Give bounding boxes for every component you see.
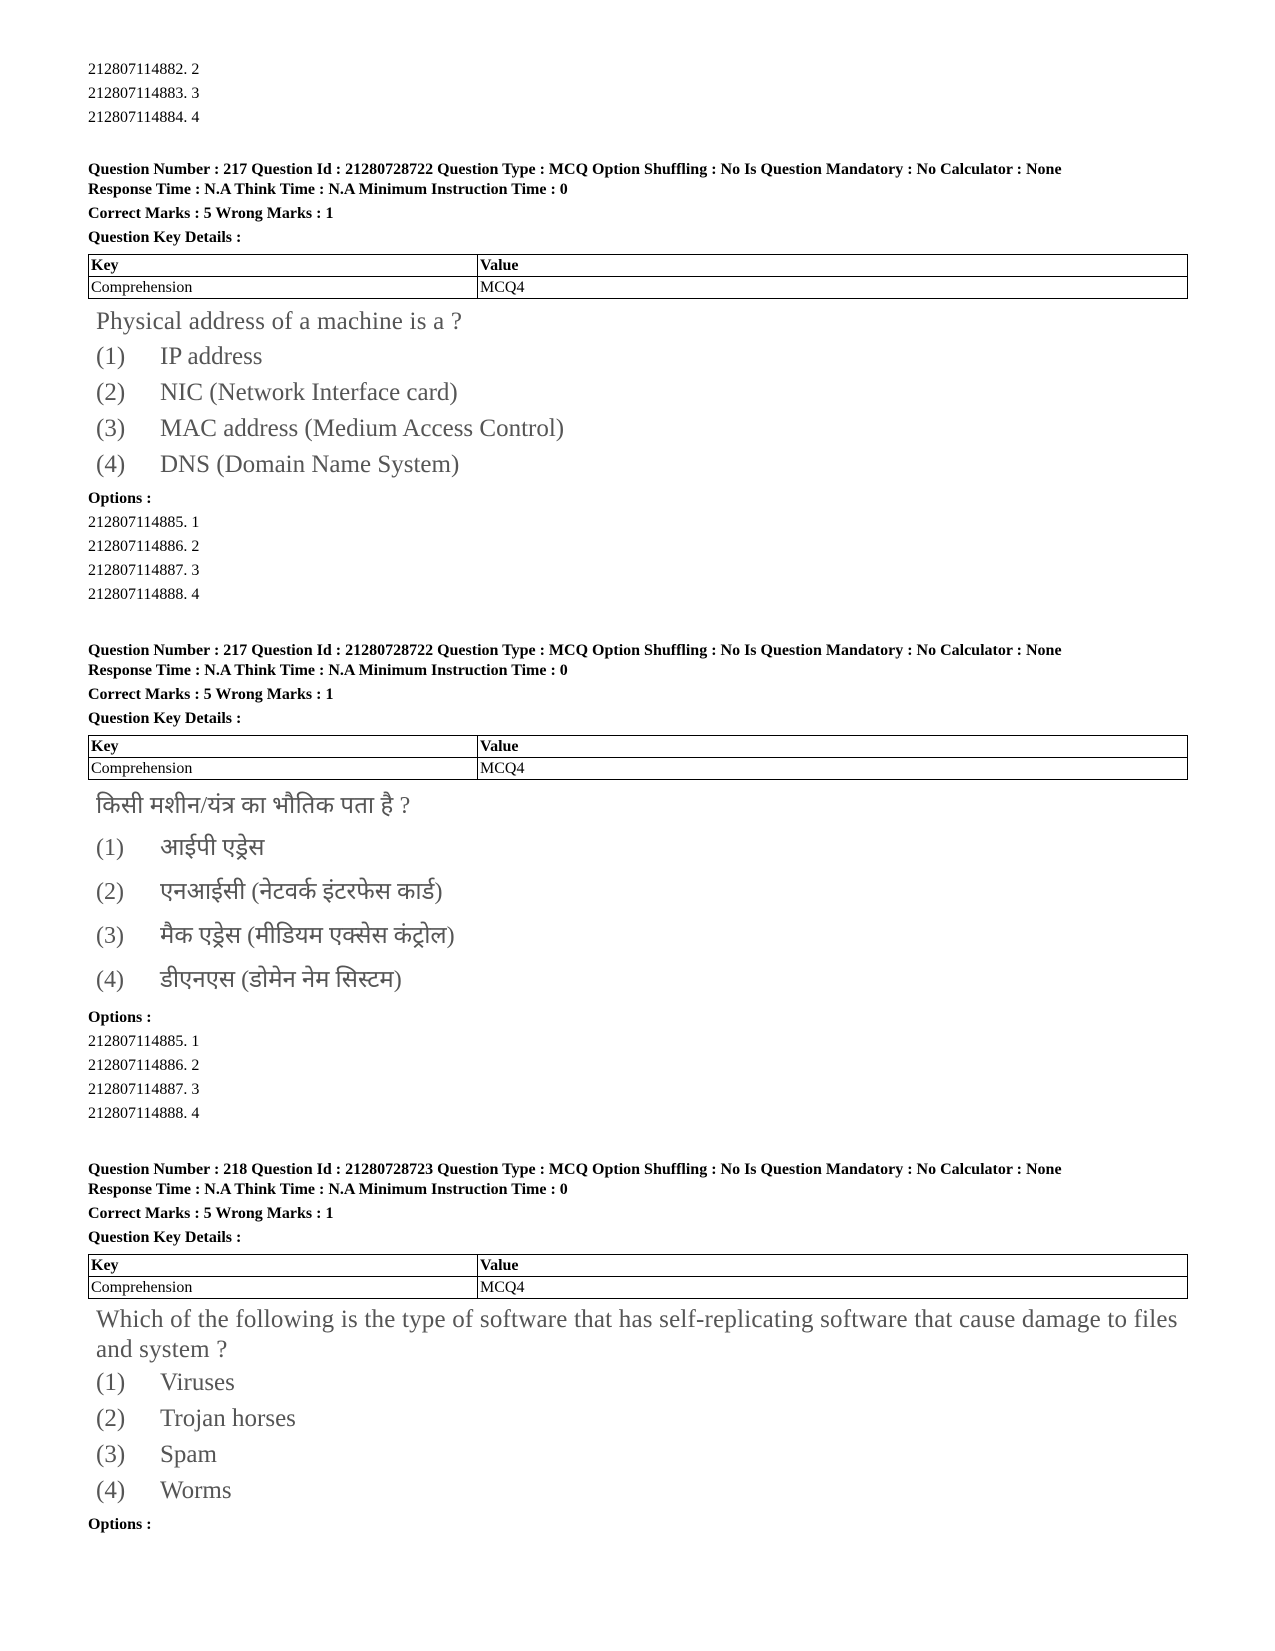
choice-number: (1) (96, 1369, 126, 1396)
choice-text: MAC address (Medium Access Control) (160, 415, 565, 442)
option-item: 212807114888. 4 (88, 1105, 200, 1122)
option-item: 212807114885. 1 (88, 514, 200, 531)
choice-number: (3) (96, 415, 126, 442)
answer-choice (96, 1437, 1188, 1473)
option-item: 212807114883. 3 (88, 85, 200, 102)
choice-text: Worms (160, 1477, 232, 1504)
question-stem: Which of the following is the type of software that has self-replicating software that cause damage to files and system ? (96, 1306, 1178, 1363)
options-label: Options : (88, 1516, 152, 1533)
answer-choice (96, 958, 1188, 1002)
value-cell: MCQ4 (478, 758, 1188, 780)
option-item: 212807114882. 2 (88, 61, 200, 78)
question-key-details-label: Question Key Details : (88, 710, 242, 727)
choice-text: डीएनएस (डोमेन नेम सिस्टम) (160, 967, 402, 993)
answer-choice (96, 1473, 1188, 1509)
key-header: Key (89, 255, 478, 277)
choice-number: (4) (96, 1477, 126, 1504)
answer-choice (96, 339, 1188, 375)
choice-text: एनआईसी (नेटवर्क इंटरफेस कार्ड) (160, 879, 443, 905)
answer-choice (96, 447, 1188, 483)
choice-text: Spam (160, 1441, 217, 1468)
value-cell: MCQ4 (478, 277, 1188, 299)
value-header: Value (478, 1255, 1188, 1277)
question-meta-line: Question Number : 217 Question Id : 21280728722 Question Type : MCQ Option Shuffling : No Is Question Mandatory : No Calculator : None (88, 161, 1062, 178)
previous-options-list (88, 58, 1188, 130)
choice-text: आईपी एड्रेस (160, 835, 265, 861)
option-item: 212807114888. 4 (88, 586, 200, 603)
question-block-217-hindi (88, 641, 1188, 1126)
question-key-table (88, 1254, 1188, 1299)
answer-choice (96, 1365, 1188, 1401)
question-key-details-label: Question Key Details : (88, 229, 242, 246)
choice-number: (3) (96, 923, 124, 949)
option-item: 212807114887. 3 (88, 562, 200, 579)
options-label: Options : (88, 1009, 152, 1026)
key-cell: Comprehension (89, 1277, 478, 1299)
value-header: Value (478, 255, 1188, 277)
question-block-217-english (88, 160, 1188, 607)
option-item: 212807114886. 2 (88, 1057, 200, 1074)
question-stem: Physical address of a machine is a ? (96, 308, 463, 335)
answer-choice (96, 826, 1188, 870)
question-timing-line: Response Time : N.A Think Time : N.A Minimum Instruction Time : 0 (88, 662, 568, 679)
question-meta-line: Question Number : 218 Question Id : 21280728723 Question Type : MCQ Option Shuffling : No Is Question Mandatory : No Calculator : None (88, 1161, 1062, 1178)
choice-text: Trojan horses (160, 1405, 296, 1432)
options-label: Options : (88, 490, 152, 507)
choice-number: (1) (96, 343, 126, 370)
choice-number: (2) (96, 1405, 126, 1432)
key-header: Key (89, 736, 478, 758)
key-cell: Comprehension (89, 758, 478, 780)
choice-text: मैक एड्रेस (मीडियम एक्सेस कंट्रोल) (160, 923, 455, 949)
choice-text: NIC (Network Interface card) (160, 379, 458, 406)
key-cell: Comprehension (89, 277, 478, 299)
option-item: 212807114887. 3 (88, 1081, 200, 1098)
question-block-218-english (88, 1160, 1188, 1537)
question-marks: Correct Marks : 5 Wrong Marks : 1 (88, 1205, 334, 1222)
question-timing-line: Response Time : N.A Think Time : N.A Minimum Instruction Time : 0 (88, 1181, 568, 1198)
question-key-table (88, 735, 1188, 780)
question-marks: Correct Marks : 5 Wrong Marks : 1 (88, 205, 334, 222)
choice-text: DNS (Domain Name System) (160, 451, 460, 478)
choice-number: (4) (96, 451, 126, 478)
choice-number: (2) (96, 879, 124, 905)
question-meta-line: Question Number : 217 Question Id : 21280728722 Question Type : MCQ Option Shuffling : No Is Question Mandatory : No Calculator : None (88, 642, 1062, 659)
choice-text: IP address (160, 343, 263, 370)
question-key-table (88, 254, 1188, 299)
option-item: 212807114885. 1 (88, 1033, 200, 1050)
question-image (96, 305, 1188, 483)
answer-choice (96, 375, 1188, 411)
choice-number: (4) (96, 967, 124, 993)
value-header: Value (478, 736, 1188, 758)
answer-choice (96, 914, 1188, 958)
choice-number: (2) (96, 379, 126, 406)
answer-choice (96, 1401, 1188, 1437)
choice-number: (3) (96, 1441, 126, 1468)
key-header: Key (89, 1255, 478, 1277)
option-item: 212807114884. 4 (88, 109, 200, 126)
question-image (96, 1305, 1188, 1509)
question-image (96, 786, 1188, 1002)
choice-number: (1) (96, 835, 124, 861)
value-cell: MCQ4 (478, 1277, 1188, 1299)
question-stem: किसी मशीन/यंत्र का भौतिक पता है ? (96, 793, 411, 819)
option-item: 212807114886. 2 (88, 538, 200, 555)
document-page (88, 58, 1188, 1537)
question-key-details-label: Question Key Details : (88, 1229, 242, 1246)
answer-choice (96, 411, 1188, 447)
question-marks: Correct Marks : 5 Wrong Marks : 1 (88, 686, 334, 703)
question-timing-line: Response Time : N.A Think Time : N.A Minimum Instruction Time : 0 (88, 181, 568, 198)
choice-text: Viruses (160, 1369, 235, 1396)
answer-choice (96, 870, 1188, 914)
